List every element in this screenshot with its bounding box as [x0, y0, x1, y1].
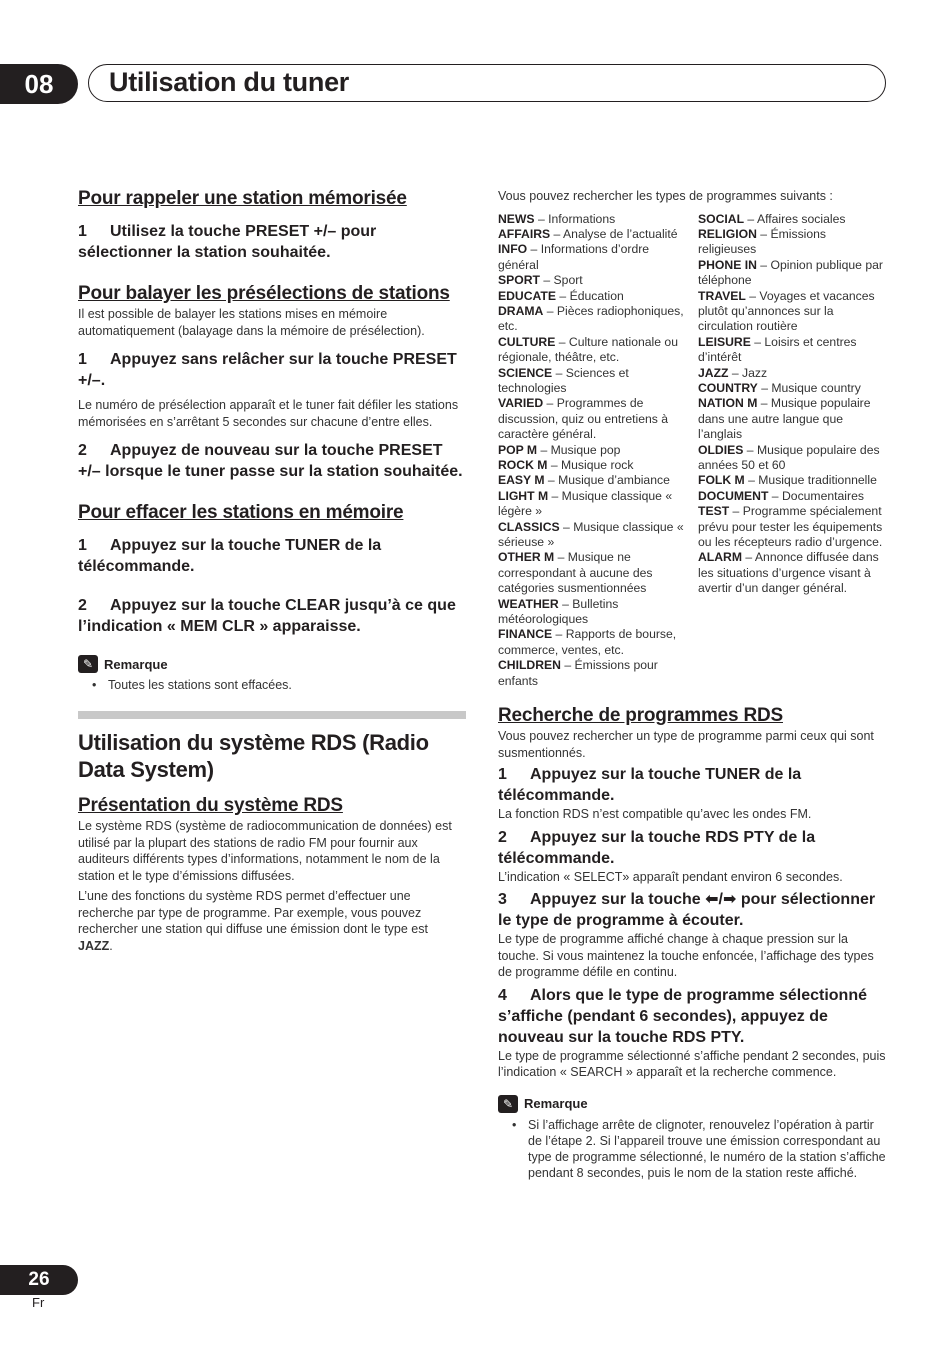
- step-number: 2: [78, 442, 87, 459]
- pty-code: EDUCATE: [498, 288, 557, 303]
- pty-description: Informations d’ordre général: [498, 242, 650, 272]
- pty-list: [498, 212, 890, 690]
- search-step-3-body: Le type de programme affiché change à chaque pression sur la touche. Si vous maintenez la touche enfoncée, l’affichage des types de programme défile en continu.: [498, 932, 874, 980]
- scan-heading: Pour balayer les présélections de stations: [78, 283, 450, 304]
- pty-code: SOCIAL: [698, 211, 745, 226]
- pty-description: Annonce diffusée dans les situations d’urgence visant à avertir d’un danger général.: [698, 550, 879, 596]
- step-text: Utilisez la touche PRESET +/– pour sélectionner la station souhaitée.: [78, 223, 377, 261]
- pty-code: TRAVEL: [698, 288, 746, 303]
- pty-item: ALARM – Annonce diffusée dans les situations d’urgence visant à avertir d’un danger général.: [698, 550, 879, 596]
- chapter-number: 08: [0, 64, 78, 104]
- pty-item: TEST – Programme spécialement prévu pour tester les équipements ou les récepteurs radio d’urgence.: [698, 504, 883, 550]
- pty-description: Jazz: [742, 365, 768, 380]
- pty-code: WEATHER: [498, 596, 559, 611]
- presentation-heading: Présentation du système RDS: [78, 795, 343, 816]
- pty-item: DOCUMENT – Documentaires: [698, 488, 864, 503]
- erase-step-2: [78, 595, 466, 637]
- step-text: pour sélectionner le type de programme à écouter.: [498, 891, 876, 930]
- pty-item: SCIENCE – Sciences et technologies: [498, 365, 629, 395]
- search-step-1: [498, 764, 890, 806]
- presentation-paragraph-1: Le système RDS (système de radiocommunication de données) est utilisé par la plupart des stations de radio FM pour fournir aux auditeurs différents types d’informations, notamment le nom de la station et le type d’émissions diffusées.: [78, 819, 452, 883]
- pty-item: POP M – Musique pop: [498, 442, 621, 457]
- scan-intro: Il est possible de balayer les stations mises en mémoire automatiquement (balayage dans la mémoire de présélection).: [78, 307, 425, 338]
- text: .: [109, 938, 113, 953]
- pty-description: Loisirs et centres d’intérêt: [698, 334, 857, 365]
- pty-code: JAZZ: [698, 365, 729, 380]
- pty-item: SPORT – Sport: [498, 273, 583, 288]
- note-label: Remarque: [524, 1096, 588, 1112]
- search-intro: Vous pouvez rechercher un type de programme parmi ceux qui sont susmentionnés.: [498, 729, 874, 760]
- search-step-4-body: Le type de programme sélectionné s’affiche pendant 2 secondes, puis l’indication « SEARCH » apparaît et la recherche commence.: [498, 1048, 886, 1080]
- search-step-4: [498, 985, 890, 1048]
- pty-intro: Vous pouvez rechercher les types de programmes suivants :: [498, 189, 833, 203]
- pty-code: PHONE IN: [698, 257, 757, 272]
- pty-description: Musique ne correspondant à aucune des catégories susmentionnées: [498, 550, 653, 596]
- pty-code: RELIGION: [698, 226, 757, 241]
- pty-item: NEWS – Informations: [498, 211, 616, 226]
- pty-item: LEISURE – Loisirs et centres d’intérêt: [698, 334, 857, 365]
- scan-step-1-body: Le numéro de présélection apparaît et le tuner fait défiler les stations mémorisées en s’arrêtant 5 secondes sur chacune d’entre elles.: [78, 398, 459, 429]
- pty-description: Sciences et technologies: [498, 365, 629, 395]
- pty-item: WEATHER – Bulletins météorologiques: [498, 596, 619, 627]
- pty-code: NEWS: [498, 211, 535, 226]
- search-heading: Recherche de programmes RDS: [498, 705, 783, 727]
- note-heading: [78, 655, 466, 673]
- note-bullet: • Toutes les stations sont effacées.: [92, 677, 466, 693]
- step-number: 1: [78, 537, 87, 554]
- pty-description: Musique classique « sérieuse »: [498, 519, 684, 550]
- text: L’une des fonctions du système RDS permet d’effectuer une recherche par type de programme. Par exemple, vous pouvez rechercher une station qui diffuse une émission dont le type est: [78, 889, 428, 936]
- step-number: 1: [78, 223, 87, 240]
- pty-code: OLDIES: [698, 442, 744, 457]
- pty-description: Musique populaire dans une autre langue que l’anglais: [698, 396, 871, 442]
- pty-code: VARIED: [498, 396, 544, 411]
- pty-item: CLASSICS – Musique classique « sérieuse »: [498, 519, 684, 550]
- step-text: Appuyez sans relâcher sur la touche PRESET +/–.: [78, 351, 457, 389]
- page-number: 26: [0, 1265, 78, 1295]
- pty-item: FINANCE – Rapports de bourse, commerce, ventes, etc.: [498, 627, 677, 657]
- pty-code: CULTURE: [498, 334, 556, 349]
- pty-code: ALARM: [698, 550, 743, 565]
- pty-description: Affaires sociales: [756, 211, 846, 226]
- pty-item: COUNTRY – Musique country: [698, 380, 861, 395]
- pty-code: OTHER M: [498, 550, 555, 565]
- left-column: [78, 186, 466, 954]
- pty-item: ROCK M – Musique rock: [498, 458, 634, 472]
- pty-description: Musique classique « légère »: [498, 488, 673, 519]
- pty-description: Émissions religieuses: [698, 226, 827, 257]
- pty-description: Musique rock: [561, 458, 634, 472]
- pty-item: DRAMA – Pièces radiophoniques, etc.: [498, 303, 684, 334]
- right-column: [498, 188, 890, 1181]
- pty-description: Opinion publique par téléphone: [698, 257, 883, 288]
- pty-code: ROCK M: [498, 458, 548, 472]
- note-label: Remarque: [104, 656, 168, 672]
- pty-item: INFO – Informations d’ordre général: [498, 242, 650, 272]
- search-step-1-body: La fonction RDS n’est compatible qu’avec les ondes FM.: [498, 807, 812, 822]
- page-language: Fr: [32, 1295, 45, 1310]
- step-number: 2: [78, 597, 87, 614]
- pty-code: LIGHT M: [498, 488, 549, 503]
- pty-description: Musique d’ambiance: [558, 473, 670, 488]
- pty-code: FOLK M: [698, 473, 745, 488]
- step-text: Appuyez sur la touche TUNER de la télécommande.: [498, 766, 802, 805]
- recall-step-1: [78, 221, 466, 263]
- step-text: Appuyez de nouveau sur la touche PRESET +/– lorsque le tuner passe sur la station souhaitée.: [78, 442, 463, 480]
- pty-description: Rapports de bourse, commerce, ventes, etc.: [498, 627, 677, 657]
- pty-code: AFFAIRS: [498, 226, 551, 241]
- pty-description: Sport: [553, 273, 583, 288]
- pty-code: NATION M: [698, 396, 758, 411]
- pty-item: JAZZ – Jazz: [698, 365, 768, 380]
- pty-item: FOLK M – Musique traditionnelle: [698, 473, 877, 488]
- pty-code: DOCUMENT: [698, 488, 769, 503]
- pty-column-2: [698, 212, 884, 690]
- pty-description: Éducation: [569, 288, 624, 303]
- section-divider: [78, 711, 466, 719]
- pencil-icon: ✎: [498, 1095, 518, 1113]
- scan-step-2: [78, 440, 466, 482]
- step-number: 3: [498, 891, 507, 909]
- pty-code: TEST: [698, 504, 730, 519]
- chapter-title-box: [88, 64, 886, 102]
- chapter-title: Utilisation du tuner: [109, 67, 349, 97]
- step-number: 4: [498, 986, 507, 1004]
- presentation-paragraph-2: [78, 888, 466, 954]
- pty-description: Pièces radiophoniques, etc.: [498, 303, 684, 334]
- pty-code: POP M: [498, 442, 538, 457]
- pty-item: NATION M – Musique populaire dans une autre langue que l’anglais: [698, 396, 871, 442]
- pty-item: OLDIES – Musique populaire des années 50 et 60: [698, 442, 880, 472]
- pty-item: RELIGION – Émissions religieuses: [698, 226, 827, 257]
- pty-description: Documentaires: [781, 488, 864, 503]
- step-number: 1: [498, 766, 507, 784]
- pty-item: SOCIAL – Affaires sociales: [698, 211, 846, 226]
- pty-description: Culture nationale ou régionale, théâtre, etc.: [498, 334, 678, 365]
- pty-description: Musique pop: [550, 442, 621, 457]
- step-text: Appuyez sur la touche RDS PTY de la télécommande.: [498, 828, 816, 867]
- pty-description: Programme spécialement prévu pour tester les équipements ou les récepteurs radio d’urgence.: [698, 504, 883, 550]
- pty-code: CLASSICS: [498, 519, 560, 534]
- pty-description: Voyages et vacances plutôt qu’annonces sur la circulation routière: [698, 288, 875, 334]
- pty-code: FINANCE: [498, 627, 553, 642]
- step-number: 2: [498, 828, 507, 846]
- pty-description: Informations: [548, 211, 616, 226]
- pty-item: LIGHT M – Musique classique « légère »: [498, 488, 673, 519]
- pty-description: Programmes de discussion, quiz ou entretiens à caractère général.: [498, 396, 669, 442]
- pty-description: Musique traditionnelle: [758, 473, 877, 488]
- pty-description: Analyse de l’actualité: [563, 226, 678, 241]
- pty-item: AFFAIRS – Analyse de l’actualité: [498, 226, 678, 241]
- pty-code: INFO: [498, 242, 528, 257]
- pty-item: VARIED – Programmes de discussion, quiz ou entretiens à caractère général.: [498, 396, 669, 442]
- step-text: Appuyez sur la touche CLEAR jusqu’à ce que l’indication « MEM CLR » apparaisse.: [78, 597, 456, 635]
- search-step-3: [498, 889, 890, 931]
- pty-column-1: [498, 212, 684, 690]
- pty-code: DRAMA: [498, 303, 544, 318]
- pencil-icon: ✎: [78, 655, 98, 673]
- pty-description: Émissions pour enfants: [498, 658, 658, 688]
- note-heading: [498, 1095, 890, 1113]
- pty-item: EASY M – Musique d’ambiance: [498, 473, 670, 488]
- pty-item: CHILDREN – Émissions pour enfants: [498, 658, 658, 688]
- pty-code: SPORT: [498, 273, 540, 288]
- text-bold: JAZZ: [78, 938, 110, 953]
- scan-step-1: [78, 349, 466, 391]
- step-text: Appuyez sur la touche: [530, 891, 706, 909]
- recall-heading: Pour rappeler une station mémorisée: [78, 188, 407, 209]
- pty-item: CULTURE – Culture nationale ou régionale, théâtre, etc.: [498, 334, 678, 365]
- step-text: Appuyez sur la touche TUNER de la télécommande.: [78, 537, 382, 575]
- pty-code: EASY M: [498, 473, 545, 488]
- pty-code: LEISURE: [698, 334, 751, 349]
- step-text: Alors que le type de programme sélectionné s’affiche (pendant 6 secondes), appuyez de nouveau sur la touche RDS PTY.: [498, 986, 867, 1046]
- rds-heading: Utilisation du système RDS (Radio Data System): [78, 730, 429, 782]
- search-step-2-body: L’indication « SELECT» apparaît pendant environ 6 secondes.: [498, 869, 843, 884]
- arrow-left-right-icon: ⬅/➡: [705, 891, 737, 909]
- pty-description: Musique populaire des années 50 et 60: [698, 442, 880, 472]
- pty-code: SCIENCE: [498, 365, 553, 380]
- pty-code: COUNTRY: [698, 380, 758, 395]
- search-step-2: [498, 827, 890, 869]
- pty-item: EDUCATE – Éducation: [498, 288, 624, 303]
- pty-code: CHILDREN: [498, 658, 561, 673]
- erase-heading: Pour effacer les stations en mémoire: [78, 502, 404, 523]
- pty-description: Musique country: [771, 380, 861, 395]
- note-bullet: • Si l’affichage arrête de clignoter, renouvelez l’opération à partir de l’étape 2. Si l’appareil trouve une émission correspondant au type de programme sélectionné, le numéro de la station s’affiche pendant 8 secondes, puis le nom de la station reste affiché.: [512, 1117, 890, 1181]
- pty-item: TRAVEL – Voyages et vacances plutôt qu’annonces sur la circulation routière: [698, 288, 875, 334]
- pty-description: Bulletins météorologiques: [498, 596, 619, 627]
- step-number: 1: [78, 351, 87, 368]
- pty-item: OTHER M – Musique ne correspondant à aucune des catégories susmentionnées: [498, 550, 653, 596]
- pty-item: PHONE IN – Opinion publique par téléphone: [698, 257, 883, 288]
- erase-step-1: [78, 535, 466, 577]
